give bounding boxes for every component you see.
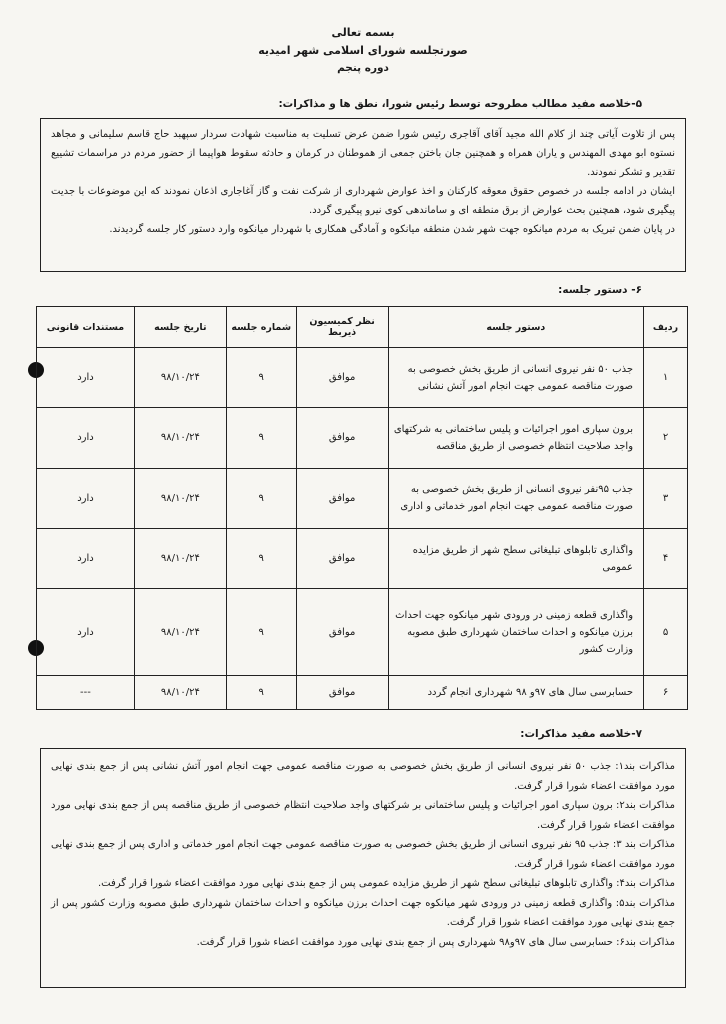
agenda-table (36, 306, 688, 710)
cell-row: ۳ (644, 468, 688, 528)
cell-topic: واگذاری تابلوهای تبلیغاتی سطح شهر از طریق مزایده عمومی (388, 528, 643, 588)
cell-session-no: ۹ (226, 675, 296, 709)
cell-session-date: ۹۸/۱۰/۲۴ (134, 408, 226, 468)
table-row (37, 589, 688, 676)
cell-commission: موافق (296, 348, 388, 408)
negotiation-item: مذاکرات بند۴: واگذاری تابلوهای تبلیغاتی سطح شهر از طریق مزایده عمومی پس از جمع بندی نهایی مورد موافقت اعضاء شورا قرار گرفت. (97, 878, 675, 889)
table-row (37, 348, 688, 408)
cell-legal-docs: دارد (37, 468, 135, 528)
cell-topic: حسابرسی سال های ۹۷و ۹۸ شهرداری انجام گردد (388, 675, 643, 709)
negotiation-item: مذاکرات بند ۳: جذب ۹۵ نفر نیروی انسانی از طریق بخش خصوصی به صورت مناقصه عمومی جهت انجام امور خدماتی و اداری پس از جمع بندی نهایی مورد موافقت اعضاء شورا قرار گرفت. (51, 839, 676, 870)
cell-row: ۴ (644, 528, 688, 588)
cell-row: ۵ (644, 589, 688, 676)
term-label: دوره پنجم (337, 62, 389, 74)
section7-heading: ۷-خلاصه مفید مذاکرات: (520, 728, 642, 740)
section5-paragraph: در پایان ضمن تبریک به مردم میانکوه جهت شهر شدن منطقه میانکوه و آمادگی همکاری با شهردار میانکوه وارد دستور کار جلسه گردیدند. (109, 224, 675, 235)
section5-box (40, 118, 686, 272)
col-session-date: تاریخ جلسه (134, 307, 226, 348)
negotiation-item: مذاکرات بند۱: جذب ۵۰ نفر نیروی انسانی از طریق بخش خصوصی به صورت مناقصه عمومی جهت انجام امور آتش نشانی پس از جمع بندی نهایی مورد موافقت اعضاء شورا قرار گرفت. (51, 761, 675, 792)
table-row (37, 675, 688, 709)
cell-legal-docs: دارد (37, 408, 135, 468)
section6-heading: ۶- دستور جلسه: (558, 284, 642, 296)
negotiation-item: مذاکرات بند۶: حسابرسی سال های ۹۷و۹۸ شهرداری پس از جمع بندی نهایی مورد موافقت اعضاء شورا قرار گرفت. (196, 936, 675, 948)
col-commission: نظر کمیسیون ذیربط (296, 307, 388, 348)
col-row: ردیف (644, 307, 688, 348)
col-topic: دستور جلسه (388, 307, 643, 348)
table-row (37, 408, 688, 468)
negotiation-item: مذاکرات بند۲: برون سپاری امور اجرائیات و پلیس ساختمانی بر شرکتهای واجد صلاحیت انتظام خصوصی از طریق مناقصه پس از جمع بندی نهایی مورد موافقت اعضاء شورا قرار گرفت. (51, 800, 675, 831)
cell-commission: موافق (296, 468, 388, 528)
bismillah: بسمه تعالی (331, 26, 395, 39)
cell-session-date: ۹۸/۱۰/۲۴ (134, 528, 226, 588)
section5-paragraph: پس از تلاوت آیاتی چند از کلام الله مجید آقای آقاجری رئیس شورا ضمن عرض تسلیت به مناسبت شهادت سردار سپهبد حاج قاسم سلیمانی و مجاهد نستوه ابو مهدی المهندس و یاران همراه و همچنین جان باختن جمعی از هموطنان در کرمان و حادثه سقوط هواپیما از حضور مردم در مراسمات تشییع تقدیر و تشکر نمودند. (51, 129, 675, 178)
negotiation-item: مذاکرات بند۵: واگذاری قطعه زمینی در ورودی شهر میانکوه جهت احداث برزن میانکوه و احداث ساختمان شهرداری طبق مصوبه وزارت کشور پس از جمع بندی نهایی مورد موافقت اعضاء شورا قرار گرفت. (51, 897, 675, 928)
cell-legal-docs: دارد (37, 348, 135, 408)
col-session-no: شماره جلسه (226, 307, 296, 348)
table-row (37, 468, 688, 528)
cell-topic: برون سپاری امور اجرائیات و پلیس ساختمانی به شرکتهای واجد صلاحیت انتظام خصوصی از طریق مناقصه (388, 408, 643, 468)
cell-session-date: ۹۸/۱۰/۲۴ (134, 589, 226, 676)
cell-commission: موافق (296, 528, 388, 588)
cell-row: ۱ (644, 348, 688, 408)
cell-commission: موافق (296, 408, 388, 468)
cell-legal-docs: دارد (37, 528, 135, 588)
cell-commission: موافق (296, 675, 388, 709)
col-legal-docs: مستندات قانونی (37, 307, 135, 348)
section7-box (40, 748, 686, 988)
section5-heading: ۵-خلاصه مفید مطالب مطروحه توسط رئیس شورا، نطق ها و مذاکرات: (278, 98, 642, 110)
cell-session-no: ۹ (226, 348, 296, 408)
cell-session-no: ۹ (226, 589, 296, 676)
cell-legal-docs: --- (37, 675, 135, 709)
cell-session-date: ۹۸/۱۰/۲۴ (134, 675, 226, 709)
table-row (37, 528, 688, 588)
cell-session-no: ۹ (226, 468, 296, 528)
cell-session-no: ۹ (226, 528, 296, 588)
cell-session-date: ۹۸/۱۰/۲۴ (134, 348, 226, 408)
cell-row: ۲ (644, 408, 688, 468)
cell-topic: جذب ۹۵نفر نیروی انسانی از طریق بخش خصوصی به صورت مناقصه عمومی جهت انجام امور خدماتی و اداری (388, 468, 643, 528)
cell-legal-docs: دارد (37, 589, 135, 676)
cell-topic: واگذاری قطعه زمینی در ورودی شهر میانکوه جهت احداث برزن میانکوه و احداث ساختمان شهرداری طبق مصوبه وزارت کشور (388, 589, 643, 676)
cell-session-no: ۹ (226, 408, 296, 468)
document-title: صورتجلسه شورای اسلامی شهر امیدیه (258, 44, 468, 57)
section5-paragraph: ایشان در ادامه جلسه در خصوص حقوق معوقه کارکنان و اخذ عوارض شهرداری از شرکت نفت و گاز آغاجاری اذعان نمودند که این موضوعات با جدیت پیگیری شود، همچنین بحث عوارض از برق منطقه ای و ساماندهی کوی نیرو پیگیری گردد. (51, 186, 675, 216)
cell-commission: موافق (296, 589, 388, 676)
cell-session-date: ۹۸/۱۰/۲۴ (134, 468, 226, 528)
table-header-row (37, 307, 688, 348)
cell-topic: جذب ۵۰ نفر نیروی انسانی از طریق بخش خصوصی به صورت مناقصه عمومی جهت انجام امور آتش نشانی (388, 348, 643, 408)
cell-row: ۶ (644, 675, 688, 709)
